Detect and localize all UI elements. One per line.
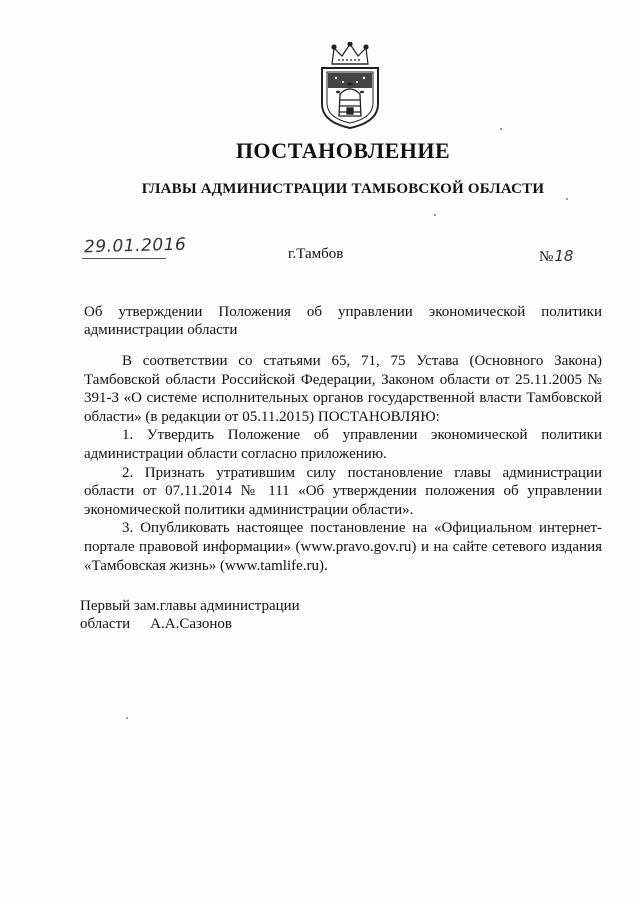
scan-speck bbox=[566, 198, 568, 200]
number-prefix: № bbox=[539, 249, 554, 265]
number-value: 18 bbox=[554, 247, 574, 265]
document-subject: Об утверждении Положения об управлении экономической политики администрации области bbox=[84, 304, 602, 338]
document-body bbox=[84, 352, 602, 575]
tambov-coat-of-arms-icon bbox=[316, 42, 384, 130]
body-paragraph: 3. Опубликовать настоящее постановление на «Официальном интернет-портале правовой информации» (www.pravo.gov.ru) и на сайте сетевого издания «Тамбовская жизнь» (www.tamlife.ru). bbox=[84, 520, 602, 574]
body-paragraph: 1. Утвердить Положение об управлении экономической политики администрации области согласно приложению. bbox=[84, 427, 602, 462]
document-subtitle: ГЛАВЫ АДМИНИСТРАЦИИ ТАМБОВСКОЙ ОБЛАСТИ bbox=[141, 181, 545, 197]
scan-speck bbox=[126, 717, 128, 719]
scan-speck bbox=[434, 214, 436, 216]
document-city: г.Тамбов bbox=[288, 246, 344, 262]
signature-name: А.А.Сазонов bbox=[150, 616, 232, 632]
body-paragraph: 2. Признать утратившим силу постановление главы администрации области от 07.11.2014 № 111 «Об утверждении положения об управлении экономической политики администрации области». bbox=[84, 464, 602, 518]
signature-position-line1: Первый зам.главы администрации bbox=[80, 598, 300, 614]
signature-position-region: области bbox=[80, 616, 131, 632]
document-date: 29.01.2016 bbox=[83, 234, 187, 258]
signature-block bbox=[80, 597, 300, 633]
signature-position-line2 bbox=[80, 615, 300, 633]
document-title: ПОСТАНОВЛЕНИЕ bbox=[235, 138, 451, 163]
scan-speck bbox=[500, 128, 502, 130]
body-paragraph: В соответствии со статьями 65, 71, 75 Устава (Основного Закона) Тамбовской области Российской Федерации, Законом области от 25.11.2005 № 391-З «О системе исполнительных органов государственной власти Тамбовской области» (в редакции от 05.11.2015) ПОСТАНОВЛЯЮ: bbox=[84, 353, 602, 425]
document-number bbox=[539, 247, 573, 266]
date-underline bbox=[82, 258, 166, 259]
